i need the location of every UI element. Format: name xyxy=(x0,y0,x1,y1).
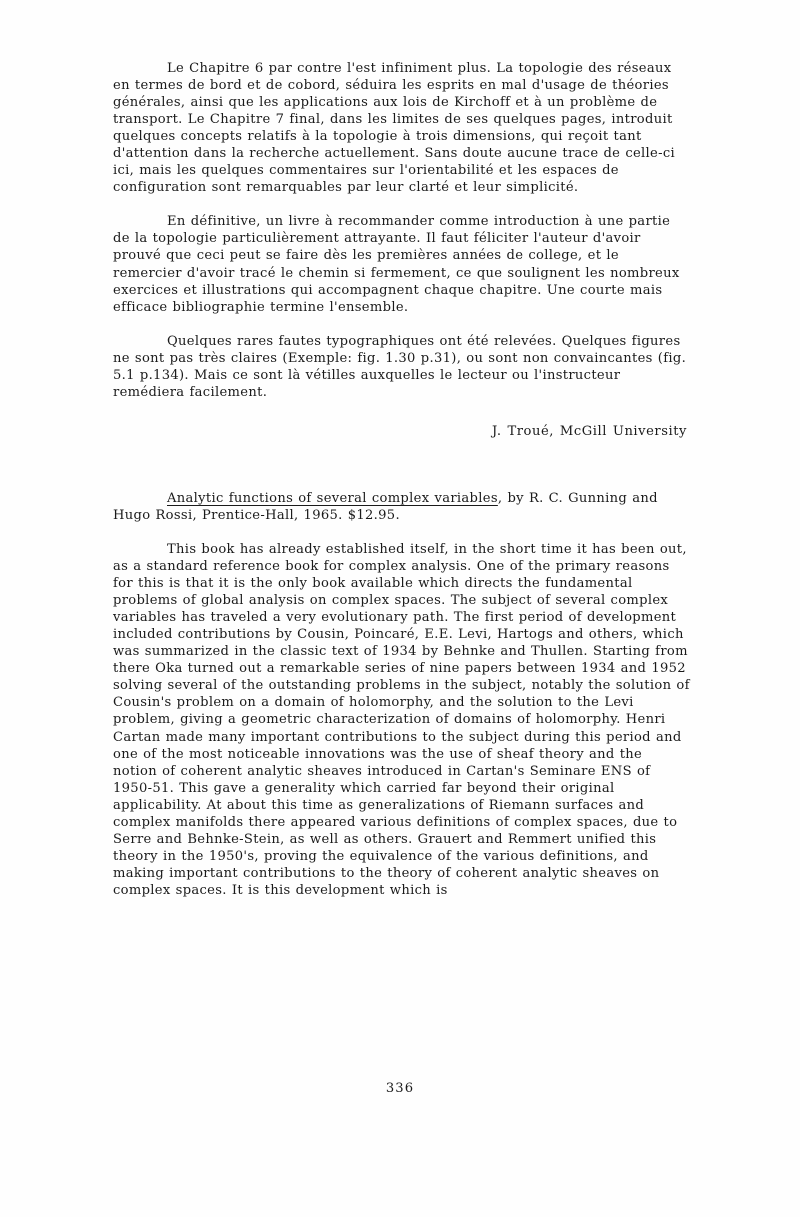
book-citation-details: , by R. C. Gunning and Hugo Rossi, Prentice-Hall, 1965. $12.95. xyxy=(113,490,658,523)
review-one-paragraph-3: Quelques rares fautes typographiques ont été relevées. Quelques figures ne sont pas très claires (Exemple: fig. 1.30 p.31), ou sont non convaincantes (fig. 5.1 p.134). Mais ce sont là vétilles auxquelles le lecteur ou l'instructeur remédiera facilement. xyxy=(113,333,687,400)
review-two-body: This book has already established itself, in the short time it has been out, as a standard reference book for complex analysis. One of the primary reasons for this is that it is the only book available which directs the fundamental problems of global analysis on complex spaces. The subject of several complex variables has traveled a very evolutionary path. The first period of development included contributions by Cousin, Poincaré, E.E. Levi, Hartogs and others, which was summarized in the classic text of 1934 by Behnke and Thullen. Starting from there Oka turned out a remarkable series of nine papers between 1934 and 1952 solving several of the outstanding problems in the subject, notably the solution of Cousin's problem on a domain of holomorphy, and the solution to the Levi problem, giving a geometric characterization of domains of holomorphy. Henri Cartan made many important contributions to the subject during this period and one of the most noticeable innovations was the use of sheaf theory and the notion of coherent analytic sheaves introduced in Cartan's Seminare ENS of 1950-51. This gave a generality which carried far beyond their original applicability. At about this time as generalizations of Riemann surfaces and complex manifolds there appeared various definitions of complex spaces, due to Serre and Behnke-Stein, as well as others. Grauert and Remmert unified this theory in the 1950's, proving the equivalence of the various definitions, and making important contributions to the theory of coherent analytic sheaves on complex spaces. It is this development which is xyxy=(113,541,690,898)
reviewer-signature: J. Troué, McGill University xyxy=(492,423,687,439)
book-title: Analytic functions of several complex variables xyxy=(167,490,498,506)
review-two-citation xyxy=(113,440,691,524)
text-column xyxy=(113,60,691,899)
page-number: 336 xyxy=(385,1081,415,1096)
review-one-paragraph-2: En définitive, un livre à recommander comme introduction à une partie de la topologie particulièrement attrayante. Il faut féliciter l'auteur d'avoir prouvé que ceci peut se faire dès les premières années de college, et le remercier d'avoir tracé le chemin si fermement, ce que soulignent les nombreux exercices et illustrations qui accompagnent chaque chapitre. Une courte mais efficace bibliographie termine l'ensemble. xyxy=(113,214,680,315)
review-one-paragraph-1: Le Chapitre 6 par contre l'est infiniment plus. La topologie des réseaux en termes de bord et de cobord, séduira les esprits en mal d'usage de théories générales, ainsi que les applications aux lois de Kirchoff et à un problème de transport. Le Chapitre 7 final, dans les limites de ses quelques pages, introduit quelques concepts relatifs à la topologie à trois dimensions, qui reçoit tant d'attention dans la recherche actuellement. Sans doute aucune trace de celle-ci ici, mais les quelques commentaires sur l'orientabilité et les espaces de configuration sont remarquables par leur clarté et leur simplicité. xyxy=(113,61,676,196)
